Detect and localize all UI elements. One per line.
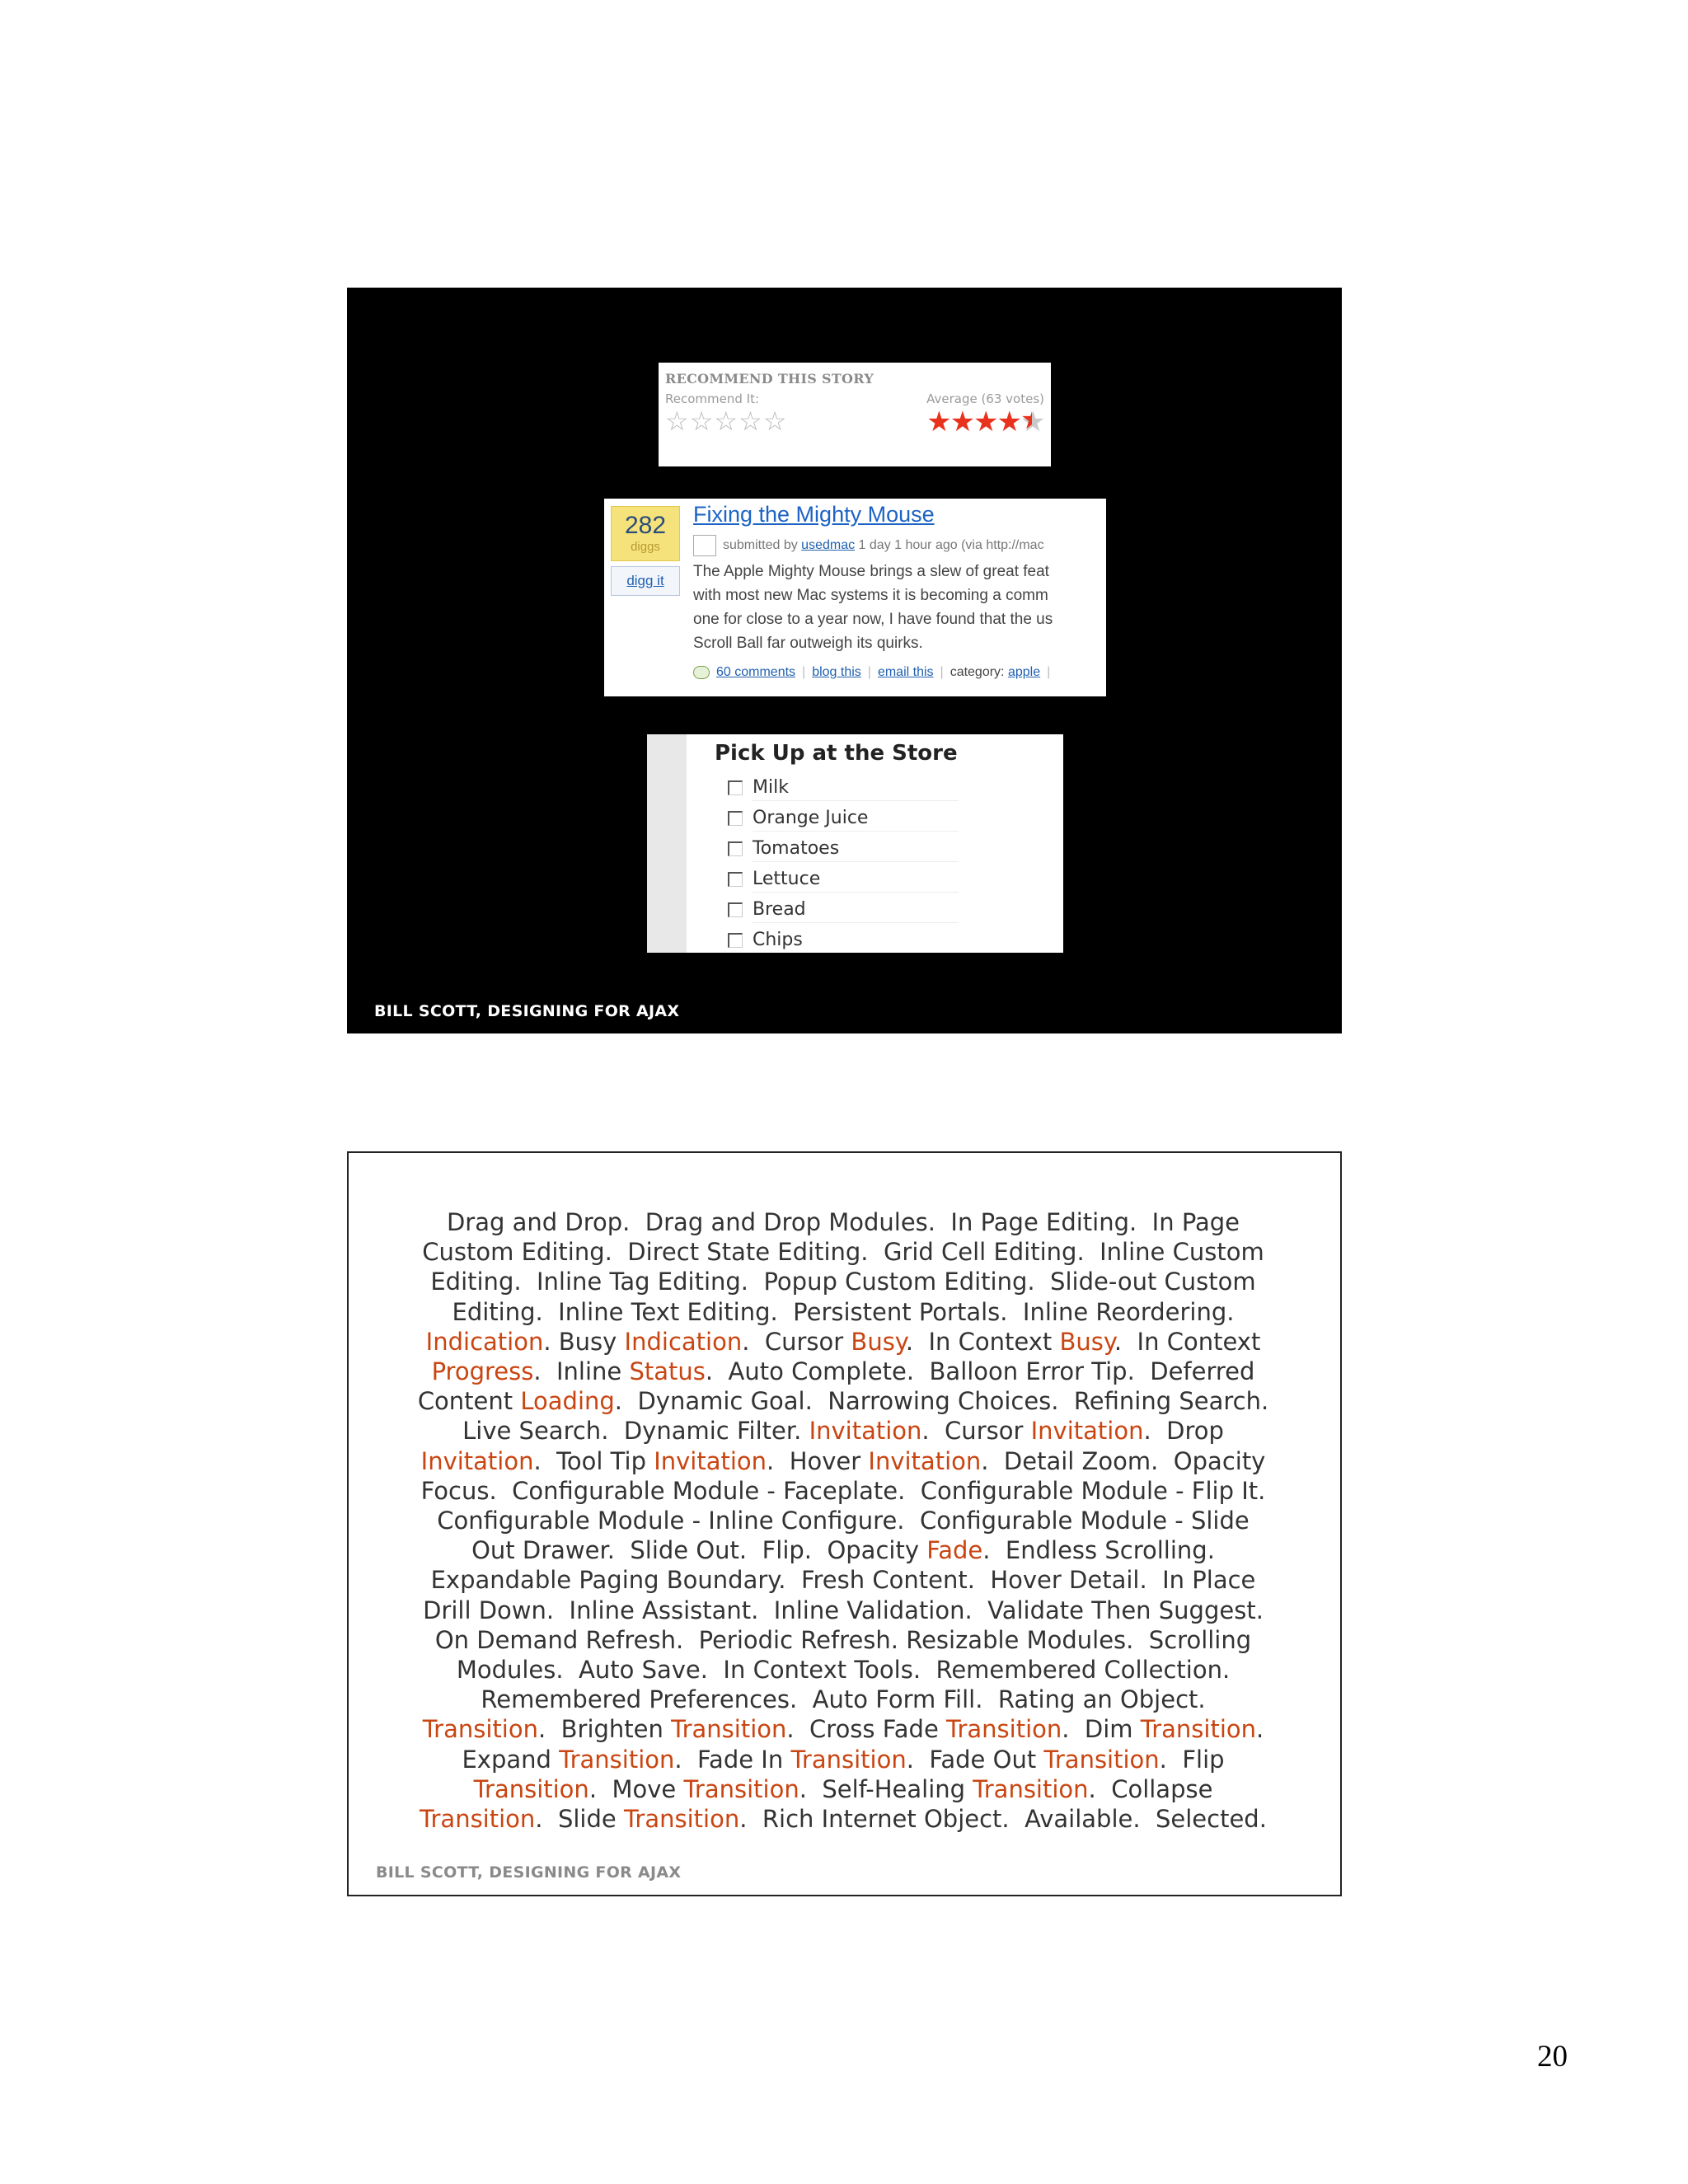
pattern-text-line bbox=[390, 1476, 1296, 1506]
checkbox[interactable] bbox=[728, 841, 743, 856]
text-segment: Configurable Module - Inline Configure. Configurable Module - Slide bbox=[437, 1507, 1250, 1535]
text-segment: . In Context bbox=[1114, 1327, 1261, 1356]
item-label: Orange Juice bbox=[753, 808, 869, 828]
pattern-text-line bbox=[390, 1297, 1296, 1327]
item-label: Chips bbox=[753, 930, 803, 950]
highlighted-word: Indication bbox=[624, 1327, 743, 1356]
item-label: Tomatoes bbox=[753, 838, 840, 859]
checkbox[interactable] bbox=[728, 872, 743, 887]
digg-count-badge bbox=[611, 506, 680, 561]
pattern-text-line bbox=[390, 1596, 1296, 1625]
pattern-text-line bbox=[390, 1237, 1296, 1267]
text-segment: . Cross Fade bbox=[786, 1715, 947, 1744]
story-title-link[interactable]: Fixing the Mighty Mouse bbox=[693, 502, 935, 527]
text-segment: Drill Down. Inline Assistant. Inline Validation. Validate Then Suggest. bbox=[423, 1596, 1264, 1624]
highlighted-word: Invitation bbox=[809, 1417, 922, 1446]
pattern-text-line bbox=[390, 1416, 1296, 1446]
highlighted-word: Transition bbox=[420, 1805, 536, 1834]
story-body-line: Scroll Ball far outweigh its quirks. bbox=[693, 635, 923, 652]
slide-2 bbox=[347, 1151, 1342, 1896]
checkbox[interactable] bbox=[728, 780, 743, 795]
highlighted-word: Transition bbox=[559, 1745, 675, 1774]
text-segment: . Fade Out bbox=[906, 1745, 1044, 1774]
slide-1 bbox=[347, 288, 1342, 1033]
pattern-text-line bbox=[390, 1506, 1296, 1535]
page-number: 20 bbox=[1537, 2040, 1568, 2074]
highlighted-word: Transition bbox=[790, 1745, 907, 1774]
story-body-line: with most new Mac systems it is becoming a comm bbox=[693, 587, 1048, 604]
highlighted-word: Invitation bbox=[1030, 1417, 1144, 1446]
text-segment: Focus. Configurable Module - Faceplate. Configurable Module - Flip It. bbox=[420, 1476, 1266, 1505]
pattern-text-line bbox=[390, 1386, 1296, 1416]
highlighted-word: Transition bbox=[683, 1774, 799, 1803]
text-segment: Content bbox=[417, 1387, 521, 1416]
highlighted-word: Busy bbox=[1059, 1327, 1114, 1356]
text-segment: . Cursor bbox=[742, 1327, 851, 1356]
text-segment: . Flip bbox=[1159, 1745, 1225, 1774]
highlighted-word: Busy bbox=[851, 1327, 906, 1356]
story-links-bar: 60 comments | blog this | email this | category: apple | bbox=[693, 665, 1057, 680]
pattern-text-line bbox=[390, 1774, 1296, 1804]
item-label: Milk bbox=[753, 777, 789, 798]
shopping-list-item[interactable] bbox=[728, 803, 868, 833]
highlighted-word: Invitation bbox=[654, 1446, 767, 1475]
highlighted-word: Invitation bbox=[420, 1446, 534, 1475]
text-segment: . Drop bbox=[1143, 1417, 1224, 1446]
shopping-list-item[interactable] bbox=[728, 864, 868, 894]
text-segment: On Demand Refresh. Periodic Refresh. Resizable Modules. Scrolling bbox=[434, 1625, 1252, 1654]
story-body-line: The Apple Mighty Mouse brings a slew of great feat bbox=[693, 563, 1049, 580]
text-segment: Drag and Drop. Drag and Drop Modules. In Page Editing. In Page bbox=[446, 1208, 1240, 1236]
item-label: Lettuce bbox=[753, 869, 821, 889]
highlighted-word: Transition bbox=[973, 1774, 1089, 1803]
text-segment: Editing. Inline Tag Editing. Popup Custom Editing. Slide-out Custom bbox=[430, 1268, 1256, 1296]
submitted-suffix: 1 day 1 hour ago (via http://mac bbox=[858, 538, 1044, 553]
highlighted-word: Transition bbox=[422, 1715, 538, 1744]
text-segment: Editing. Inline Text Editing. Persistent Portals. Inline Reordering. bbox=[452, 1297, 1235, 1326]
slide-footer: BILL SCOTT, DESIGNING FOR AJAX bbox=[376, 1863, 682, 1882]
pattern-text-line bbox=[390, 1685, 1296, 1714]
text-segment: . Endless Scrolling. bbox=[982, 1536, 1215, 1565]
digg-it-button[interactable]: digg it bbox=[611, 566, 680, 596]
shopping-list bbox=[728, 772, 868, 953]
highlighted-word: Transition bbox=[473, 1774, 589, 1803]
item-label: Bread bbox=[753, 899, 806, 920]
digg-count: 282 bbox=[624, 512, 667, 539]
submitter-link[interactable]: usedmac bbox=[801, 538, 856, 553]
highlighted-word: Invitation bbox=[868, 1446, 982, 1475]
text-segment: . Move bbox=[588, 1774, 684, 1803]
text-segment: . Inline bbox=[533, 1357, 630, 1386]
shopping-list-item[interactable] bbox=[728, 833, 868, 864]
text-segment: . Self-Healing bbox=[799, 1774, 973, 1803]
pattern-text-line bbox=[390, 1565, 1296, 1595]
text-segment: . Brighten bbox=[537, 1715, 672, 1744]
story-body-line: one for close to a year now, I have found that the us bbox=[693, 611, 1053, 628]
pattern-text-line bbox=[390, 1655, 1296, 1685]
pattern-text-line bbox=[390, 1207, 1296, 1237]
pattern-text-line bbox=[390, 1327, 1296, 1357]
shopping-list-title: Pick Up at the Store bbox=[715, 741, 958, 766]
text-segment: . Detail Zoom. Opacity bbox=[981, 1446, 1266, 1475]
recommend-title: RECOMMEND THIS STORY bbox=[665, 371, 874, 387]
recommend-it-label: Recommend It: bbox=[665, 391, 760, 406]
story-body bbox=[693, 560, 1106, 655]
text-segment: . bbox=[1256, 1715, 1264, 1744]
pattern-text-line bbox=[390, 1267, 1296, 1296]
highlighted-word: Transition bbox=[1043, 1745, 1160, 1774]
text-segment: . Dynamic Goal. Narrowing Choices. Refining Search. bbox=[614, 1387, 1269, 1416]
text-segment: Remembered Preferences. Auto Form Fill. Rating an Object. bbox=[481, 1685, 1206, 1714]
highlighted-word: Transition bbox=[946, 1715, 1062, 1744]
shopping-list-sidebar bbox=[647, 734, 687, 953]
text-segment: Modules. Auto Save. In Context Tools. Remembered Collection. bbox=[456, 1656, 1231, 1685]
text-segment: . Hover bbox=[767, 1446, 869, 1475]
submitted-prefix: submitted by bbox=[723, 538, 798, 553]
average-label: Average (63 votes) bbox=[926, 391, 1044, 406]
shopping-list-widget bbox=[647, 734, 1063, 953]
slide-footer: BILL SCOTT, DESIGNING FOR AJAX bbox=[374, 1002, 680, 1020]
text-segment: . Cursor bbox=[921, 1417, 1031, 1446]
highlighted-word: Status bbox=[629, 1357, 706, 1386]
highlighted-word: Indication bbox=[425, 1327, 544, 1356]
category-link[interactable]: apple bbox=[1007, 665, 1041, 679]
rating-input-stars[interactable]: ☆☆☆☆☆ bbox=[665, 405, 788, 437]
pattern-text-line bbox=[390, 1804, 1296, 1834]
text-segment: Live Search. Dynamic Filter. bbox=[462, 1417, 809, 1446]
recommend-widget bbox=[659, 363, 1051, 466]
highlighted-word: Transition bbox=[623, 1805, 740, 1834]
shopping-list-item[interactable] bbox=[728, 772, 868, 803]
text-segment: . Fade In bbox=[674, 1745, 791, 1774]
text-segment: . Dim bbox=[1062, 1715, 1141, 1744]
highlighted-word: Transition bbox=[1140, 1715, 1257, 1744]
text-segment: Out Drawer. Slide Out. Flip. Opacity bbox=[471, 1536, 927, 1565]
comment-icon bbox=[693, 666, 710, 679]
text-segment: . Rich Internet Object. Available. Selected. bbox=[739, 1805, 1267, 1834]
pattern-text-line bbox=[390, 1535, 1296, 1565]
text-segment: . Busy bbox=[543, 1327, 625, 1356]
average-rating-stars: ★★★★★ ★ bbox=[926, 405, 1043, 438]
highlighted-word: Progress bbox=[431, 1357, 534, 1386]
recommend-it-group bbox=[665, 391, 787, 436]
text-segment: Expand bbox=[462, 1745, 560, 1774]
checkbox[interactable] bbox=[728, 933, 743, 948]
checkbox[interactable] bbox=[728, 902, 743, 917]
highlighted-word: Transition bbox=[671, 1715, 787, 1744]
pattern-text-line bbox=[390, 1446, 1296, 1476]
email-this-link[interactable]: email this bbox=[877, 665, 934, 679]
digg-count-unit: diggs bbox=[631, 540, 660, 554]
text-segment: . Collapse bbox=[1088, 1774, 1213, 1803]
text-segment: . Slide bbox=[535, 1805, 624, 1834]
story-submitted-line bbox=[693, 535, 1044, 556]
average-rating-group bbox=[926, 391, 1044, 436]
category-label: category: bbox=[950, 665, 1005, 679]
checkbox[interactable] bbox=[728, 811, 743, 826]
thumbnail-icon bbox=[693, 535, 716, 556]
pattern-text-line bbox=[390, 1357, 1296, 1386]
text-segment: Custom Editing. Direct State Editing. Grid Cell Editing. Inline Custom bbox=[422, 1238, 1264, 1267]
blog-this-link[interactable]: blog this bbox=[812, 665, 861, 679]
pattern-text-line bbox=[390, 1625, 1296, 1655]
text-segment: Expandable Paging Boundary. Fresh Content. Hover Detail. In Place bbox=[430, 1566, 1256, 1595]
text-segment: . Auto Complete. Balloon Error Tip. Deferred bbox=[705, 1357, 1255, 1386]
highlighted-word: Fade bbox=[926, 1536, 983, 1565]
text-segment: . In Context bbox=[905, 1327, 1060, 1356]
text-segment: . Tool Tip bbox=[533, 1446, 654, 1475]
shopping-list-item[interactable] bbox=[728, 894, 868, 925]
comments-link[interactable]: 60 comments bbox=[716, 665, 796, 679]
pattern-text-line bbox=[390, 1745, 1296, 1774]
pattern-text-line bbox=[390, 1714, 1296, 1744]
pattern-list-text bbox=[390, 1207, 1296, 1834]
highlighted-word: Loading bbox=[520, 1387, 615, 1416]
shopping-list-item[interactable] bbox=[728, 925, 868, 953]
digg-story-widget bbox=[604, 499, 1106, 696]
